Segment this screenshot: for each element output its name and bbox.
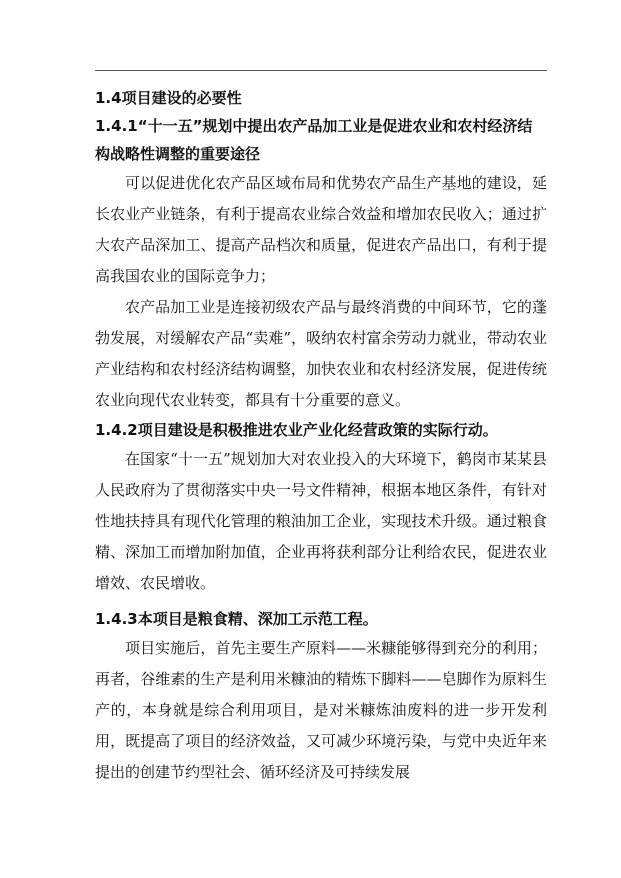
section-heading: 1.4项目建设的必要性 xyxy=(95,89,242,107)
header-rule xyxy=(95,70,547,71)
document-body xyxy=(95,84,547,788)
paragraph: 可以促进优化农产品区域布局和优势农产品生产基地的建设，延长农业产业链条，有利于提高农业综合效益和增加农民收入；通过扩大农产品深加工、提高产品档次和质量，促进农产品出口，有利于提高我国农业的国际竞争力； xyxy=(95,174,547,285)
paragraph: 项目实施后，首先主要生产原料——米糠能够得到充分的利用；再者，谷维素的生产是利用米糠油的精炼下脚料——皂脚作为原料生产的，本身就是综合利用项目，是对米糠炼油废料的进一步开发利用，既提高了项目的经济效益，又可减少环境污染，与党中央近年来提出的创建节约型社会、循环经济及可持续发展 xyxy=(95,639,547,781)
subsection-heading-1: 1.4.1“十一五”规划中提出农产品加工业是促进农业和农村经济结构战略性调整的重要途径 xyxy=(95,117,533,163)
paragraph: 在国家“十一五”规划加大对农业投入的大环境下，鹤岗市某某县人民政府为了贯彻落实中央一号文件精神，根据本地区条件，有针对性地扶持具有现代化管理的粮油加工企业，实现技术升级。通过粮食精、深加工而增加附加值，企业再将获利部分让利给农民，促进农业增效、农民增收。 xyxy=(95,450,547,592)
paragraph: 农产品加工业是连接初级农产品与最终消费的中间环节，它的蓬勃发展，对缓解农产品“卖难”，吸纳农村富余劳动力就业，带动农业产业结构和农村经济结构调整，加快农业和农村经济发展，促进传统农业向现代农业转变，都具有十分重要的意义。 xyxy=(95,298,547,409)
subsection-heading-2: 1.4.2项目建设是积极推进农业产业化经营政策的实际行动。 xyxy=(95,421,498,439)
subsection-heading-3: 1.4.3本项目是粮食精、深加工示范工程。 xyxy=(95,610,378,628)
